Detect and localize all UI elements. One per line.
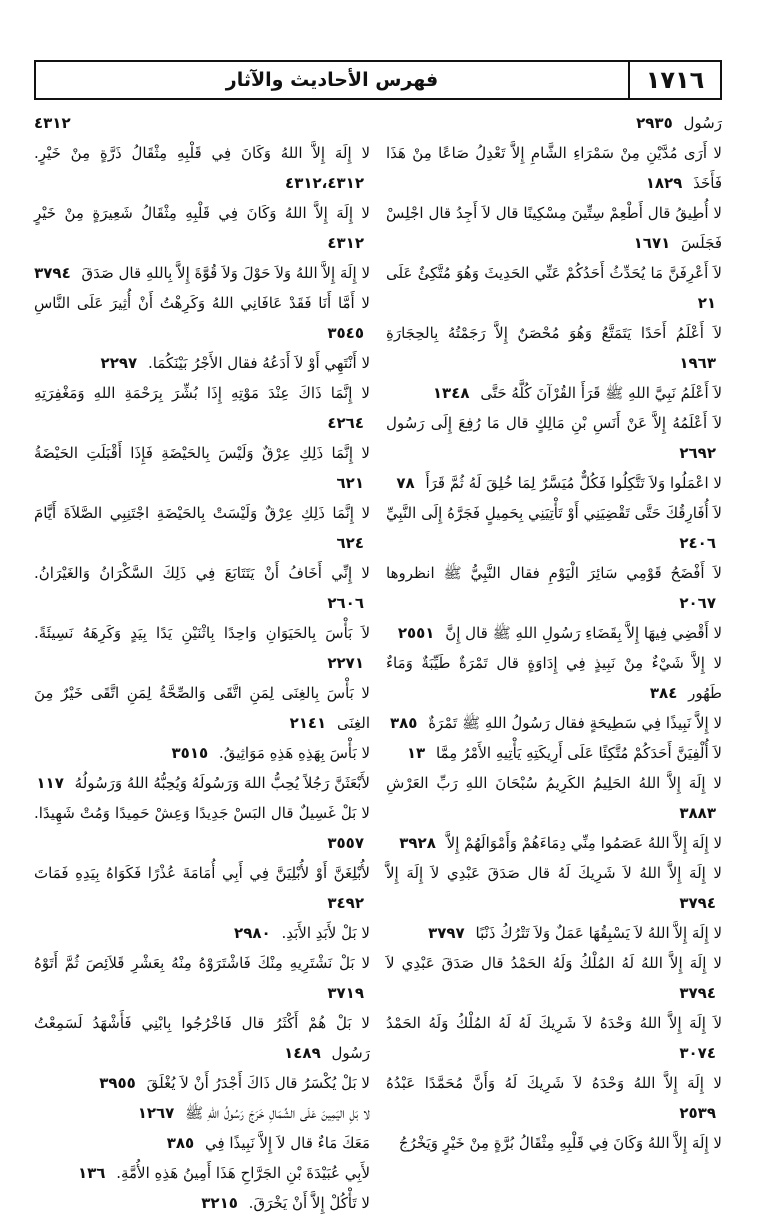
index-entry (34, 558, 370, 618)
index-entry (34, 348, 370, 378)
index-entry (34, 138, 370, 198)
hadith-reference-number: ٣٤٩٢ (327, 894, 364, 912)
hadith-text: لا أَقْضِي فِيهَا إِلاَّ بِقَضَاءِ رَسُولِ اللهِ ﷺ قال إِنَّ (445, 624, 722, 642)
hadith-reference-number: ٣٩٢٨ (399, 834, 436, 852)
hadith-text: لاَ أَعْلَمُ نَبِيَّ اللهِ ﷺ قَرَأَ القُرْآنَ كُلَّهُ حَتَّى (480, 384, 722, 402)
hadith-text: لاَ أَعْلَمُهُ إِلاَّ عَنْ أَنَسِ بْنِ مَالِكٍ قال مَا رُفِعَ إِلَى رَسُول (386, 414, 722, 432)
hadith-reference-number: ١٣٦ (77, 1164, 106, 1182)
index-entry (386, 648, 722, 708)
index-entry (386, 108, 722, 138)
hadith-reference-number: ٤٢٦٤ (327, 414, 364, 432)
hadith-reference-number: ٢٩٣٥ (636, 114, 673, 132)
hadith-reference-number: ١١٧ (36, 774, 64, 792)
index-entry (386, 258, 722, 318)
hadith-reference-number: ٢١٤١ (289, 714, 327, 732)
index-entry (34, 1008, 370, 1068)
index-entry (386, 828, 722, 858)
page-title: فهرس الأحاديث والآثار (225, 69, 439, 91)
index-entry (34, 1128, 370, 1158)
index-column-right (386, 108, 722, 1152)
index-entry (34, 768, 370, 798)
hadith-reference-number: ٢١ (697, 294, 716, 312)
hadith-text: لا إِلاَّ شَيْءٌ مِنْ نَبِيذٍ فِي إِدَاوَةٍ قال تَمْرَةٌ طَيِّبَةٌ وَمَاءٌ طَهُور (386, 654, 722, 702)
index-entry (386, 498, 722, 558)
hadith-reference-number: ١٨٢٩ (645, 174, 683, 192)
index-entry (386, 1128, 722, 1158)
hadith-text: لاَ أَعْلَمُ أَحَدًا يَتَمَتَّعُ وَهُوَ مُحْصَنٌ إِلاَّ رَجَمْتُهُ بِالحِجَارَةِ (386, 324, 722, 342)
index-entry (34, 258, 370, 288)
hadith-text: لأَبْعَثَنَّ رَجُلاً يُحِبُّ اللهَ وَرَسُولَهُ وَيُحِبُّهُ اللهُ وَرَسُولُهُ (74, 774, 370, 792)
hadith-text: لا إِلَهَ إِلاَّ اللهُ لاَ يَسْبِقُهَا عَمَلٌ وَلاَ تَتْرُكُ ذَنْبًا (475, 924, 722, 942)
index-entry (34, 1158, 370, 1188)
hadith-reference-number: ٢٤٠٦ (679, 534, 716, 552)
hadith-text: لا بَأْسَ بِهَذِهِ هَذِهِ مَوَاثِيقُ. (218, 744, 370, 762)
page-number: ١٧١٦ (628, 62, 720, 98)
hadith-reference-number: ١٣ (406, 744, 426, 762)
hadith-text: لاَ بَأْسَ بِالحَيَوَانِ وَاحِدًا بِاثْنَيْنِ يَدًا بِيَدٍ وَكَرِهَهُ نَسِيئَةً. (34, 624, 370, 642)
hadith-reference-number: ٢٢٧١ (327, 654, 364, 672)
hadith-text: لاَ إِلَهَ إِلاَّ اللهُ وَحْدَهُ لاَ شَرِيكَ لَهُ لَهُ المُلْكُ وَلَهُ الحَمْدُ (386, 1014, 722, 1032)
index-entry (386, 378, 722, 408)
hadith-reference-number: ٣٨٥ (389, 714, 418, 732)
hadith-text: لا إِنِّي أَخَافُ أَنْ يَتَتَابَعَ فِي ذَلِكَ السَّكْرَانُ وَالغَيْرَانُ. (34, 564, 370, 582)
hadith-text: لا اعْمَلُوا وَلاَ تَتَّكِلُوا فَكُلٌّ مُيَسَّرٌ لِمَا خُلِقَ لَهُ ثُمَّ قَرَأَ (425, 474, 722, 492)
hadith-reference-number: ٢٢٩٧ (100, 354, 138, 372)
hadith-reference-number: ٢٥٣٩ (679, 1104, 716, 1122)
index-entry (34, 108, 370, 138)
index-entry (386, 1068, 722, 1128)
hadith-reference-number: ٣٨٤ (649, 684, 678, 702)
hadith-reference-number: ١٢٦٧ (137, 1104, 175, 1122)
hadith-reference-number: ٣٥١٥ (171, 744, 209, 762)
hadith-reference-number: ١٦٧١ (633, 234, 671, 252)
hadith-reference-number: ٣٢١٥ (201, 1194, 238, 1212)
hadith-reference-number: ٧٨ (396, 474, 415, 492)
hadith-text: لا بَلْ نَشْتَرِيهِ مِنْكَ فَاشْتَرَوْهُ مِنْهُ بِعَشْرِ قَلاَئِصَ ثُمَّ أَتَوْهُ (34, 954, 370, 972)
hadith-text: لا إِلاَّ نَبِيذًا فِي سَطِيحَةٍ فقال رَسُولُ اللهِ ﷺ تَمْرَةٌ (428, 714, 722, 732)
index-entry (34, 858, 370, 918)
index-entry (386, 408, 722, 468)
index-entry (34, 198, 370, 258)
hadith-text: لا أَنْتَهِي أَوْ لاَ أَدَعُهُ فقال الأَجْرُ بَيْنَكُمَا. (147, 354, 370, 372)
hadith-reference-number: ٢٦٠٦ (327, 594, 364, 612)
hadith-text: لاَ أُفَارِقُكَ حَتَّى تَقْضِيَنِي أَوْ تَأْتِيَنِي بِحَمِيلٍ فَجَرَّهُ إِلَى النَّبِيِّ (386, 504, 722, 522)
hadith-text: رَسُول (683, 114, 722, 132)
hadith-text: لا إِلَهَ إِلاَّ اللهُ عَصَمُوا مِنِّي دِمَاءَهُمْ وَأَمْوَالَهُمْ إِلاَّ (446, 834, 722, 852)
hadith-text: لا بَلِ اليَمِينَ عَلَى الشِّمَالِ خَرَجَ رَسُولُ اللهِ ﷺ (185, 1104, 370, 1122)
hadith-text: لا إِنَّمَا ذَلِكِ عِرْقٌ وَلَيْسَ بِالحَيْضَةِ فَإِذَا أَقْبَلَتِ الحَيْضَةُ (34, 444, 370, 462)
hadith-text: لأُبْلِغَنَّ أَوْ لأُبْلِيَنَّ فِي أَبِي أُمَامَةَ عُذْرًا فَكَوَاهُ بِيَدِهِ فَمَاتَ (34, 864, 370, 882)
hadith-text: مَعَكَ مَاءٌ قال لاَ إِلاَّ نَبِيذًا فِي (204, 1134, 370, 1152)
hadith-text: لا إِنَّمَا ذَلِكِ عِرْقٌ وَلَيْسَتْ بِالحَيْضَةِ اجْتَنِبِي الصَّلاَةَ أَيَّامَ (34, 504, 370, 522)
index-entry (34, 1098, 370, 1128)
hadith-reference-number: ٢٩٨٠ (234, 924, 271, 942)
hadith-reference-number: ٣٥٤٥ (327, 324, 364, 342)
hadith-reference-number: ٣٨٨٣ (679, 804, 716, 822)
index-entry (386, 858, 722, 918)
hadith-reference-number: ٣٩٥٥ (99, 1074, 136, 1092)
hadith-reference-number: ٣٠٧٤ (679, 1044, 716, 1062)
hadith-text: لا إِلَهَ إِلاَّ اللهُ وَكَانَ فِي قَلْبِهِ مِثْقَالُ ذَرَّةٍ مِنْ خَيْرٍ. (34, 144, 370, 162)
index-entry (34, 738, 370, 768)
index-entry (386, 1008, 722, 1068)
hadith-reference-number: ٢٥٥١ (397, 624, 435, 642)
hadith-reference-number: ٣٧٩٤ (34, 264, 71, 282)
hadith-reference-number: ١٩٦٣ (679, 354, 716, 372)
hadith-text: لا إِلَهَ إِلاَّ اللهُ لاَ شَرِيكَ لَهُ قال صَدَقَ عَبْدِي لاَ إِلَهَ إِلاَّ (386, 864, 722, 882)
index-entry (386, 738, 722, 768)
hadith-text: لا أَرَى مُدَّيْنِ مِنْ سَمْرَاءِ الشَّامِ إِلاَّ تَعْدِلُ صَاعًا مِنْ هَذَا فَأَخَذَ (386, 144, 722, 192)
index-entry (34, 678, 370, 738)
hadith-text: لاَ أَفْضَحُ قَوْمِي سَائِرَ الْيَوْمِ فقال النَّبِيُّ ﷺ انظروها (386, 564, 722, 582)
index-entry (386, 198, 722, 258)
hadith-text: لا إِلَهَ إِلاَّ اللهُ وَكَانَ فِي قَلْبِهِ مِثْقَالُ شَعِيرَةٍ مِنْ خَيْرٍ (34, 204, 370, 222)
hadith-text: لا أُطِيقُ قال أَطْعِمْ سِتِّينَ مِسْكِينًا قال لاَ أَجِدُ قال اجْلِسْ فَجَلَسَ (386, 204, 722, 252)
hadith-reference-number: ٦٢١ (336, 474, 364, 492)
hadith-text: لا بَلْ يُكْسَرُ قال ذَاكَ أَجْدَرُ أَنْ لاَ يُغْلَقَ (146, 1074, 370, 1092)
hadith-text: لا بَلْ لأَبَدِ الأَبَدِ. (281, 924, 370, 942)
index-entry (386, 468, 722, 498)
index-entry (34, 918, 370, 948)
page-header (34, 60, 722, 100)
hadith-reference-number: ٦٢٤ (336, 534, 364, 552)
hadith-text: لا بَلْ غَسِيلٌ قال البَسْ جَدِيدًا وَعِشْ حَمِيدًا وَمُتْ شَهِيدًا. (34, 804, 370, 822)
hadith-reference-number: ٢٠٦٧ (679, 594, 716, 612)
hadith-text: لاَ أُلْفِيَنَّ أَحَدَكُمْ مُتَّكِئًا عَلَى أَرِيكَتِهِ يَأْتِيهِ الأَمْرُ مِمَّا (435, 744, 722, 762)
hadith-text: لا تَأْكُلْ إِلاَّ أَنْ يَخْرَقَ. (248, 1194, 370, 1212)
hadith-text: لا إِلَهَ إِلاَّ اللهُ لَهُ المُلْكُ وَلَهُ الحَمْدُ قال صَدَقَ عَبْدِي لاَ (386, 954, 722, 972)
index-entry (34, 798, 370, 858)
index-entry (386, 768, 722, 828)
index-entry (386, 618, 722, 648)
hadith-reference-number: ٣٧٩٤ (679, 894, 716, 912)
index-entry (34, 618, 370, 678)
index-entry (386, 138, 722, 198)
index-entry (34, 1188, 370, 1218)
hadith-reference-number: ٣٧٩٧ (428, 924, 465, 942)
index-entry (386, 318, 722, 378)
index-entry (34, 378, 370, 438)
index-entry (386, 948, 722, 1008)
hadith-reference-number: ٣٥٥٧ (327, 834, 364, 852)
index-entry (34, 288, 370, 348)
hadith-text: لا أَمَّا أَنَا فَقَدْ عَافَانِي اللهُ وَكَرِهْتُ أَنْ أُثِيرَ عَلَى النَّاسِ (34, 294, 370, 312)
hadith-text: لا إِلَهَ إِلاَّ اللهُ وَلاَ حَوْلَ وَلاَ قُوَّةَ إِلاَّ بِاللهِ قال صَدَقَ (81, 264, 370, 282)
index-entry (386, 918, 722, 948)
hadith-text: لأَبِي عُبَيْدَةَ بْنِ الجَرَّاحِ هَذَا أَمِينُ هَذِهِ الأُمَّةِ. (116, 1164, 370, 1182)
index-entry (34, 498, 370, 558)
hadith-reference-number: ٣٧٩٤ (679, 984, 716, 1002)
hadith-text: لا إِنَّمَا ذَاكَ عِنْدَ مَوْتِهِ إِذَا بُشِّرَ بِرَحْمَةِ اللهِ وَمَغْفِرَتِهِ (34, 384, 370, 402)
index-entry (386, 708, 722, 738)
hadith-reference-number: ١٣٤٨ (432, 384, 470, 402)
hadith-text: لا بَأْسَ بِالغِنَى لِمَنِ اتَّقَى وَالصِّحَّةُ لِمَنِ اتَّقَى خَيْرٌ مِنَ الغِنَى (34, 684, 370, 732)
hadith-reference-number: ١٤٨٩ (284, 1044, 321, 1062)
index-column-left (34, 108, 370, 1212)
index-entry (34, 438, 370, 498)
hadith-reference-number: ٢٦٩٢ (679, 444, 716, 462)
hadith-text: لا إِلَهَ إِلاَّ اللهُ وَحْدَهُ لاَ شَرِيكَ لَهُ وَأَنَّ مُحَمَّدًا عَبْدُهُ (386, 1074, 722, 1092)
hadith-text: لا بَلْ هُمْ أَكْثَرُ قال فَاخْرُجُوا بِابْنِي فَأَشْهَدُ لَسَمِعْتُ رَسُول (34, 1014, 370, 1062)
index-entry (34, 948, 370, 1008)
hadith-reference-number: ٤٣١٢ (34, 114, 71, 132)
index-entry (386, 558, 722, 618)
index-columns (34, 108, 722, 1212)
hadith-text: لا إِلَهَ إِلاَّ اللهُ الحَلِيمُ الكَرِيمُ سُبْحَانَ اللهِ رَبِّ العَرْشِ (386, 774, 722, 792)
hadith-text: لاَ أَعْرِفَنَّ مَا يُحَدِّثُ أَحَدُكُمْ عَنِّي الحَدِيثَ وَهُوَ مُتَّكِئٌ عَلَى (386, 264, 722, 282)
hadith-text: لا إِلَهَ إِلاَّ اللهُ وَكَانَ فِي قَلْبِهِ مِثْقَالُ بُرَّةٍ مِنْ خَيْرٍ وَيَخْرُجُ (398, 1134, 722, 1152)
hadith-reference-number: ٣٨٥ (166, 1134, 195, 1152)
hadith-reference-number: ٤٣١٢،٤٣١٢ (285, 174, 364, 192)
hadith-reference-number: ٣٧١٩ (327, 984, 364, 1002)
index-entry (34, 1068, 370, 1098)
hadith-reference-number: ٤٣١٢ (327, 234, 364, 252)
